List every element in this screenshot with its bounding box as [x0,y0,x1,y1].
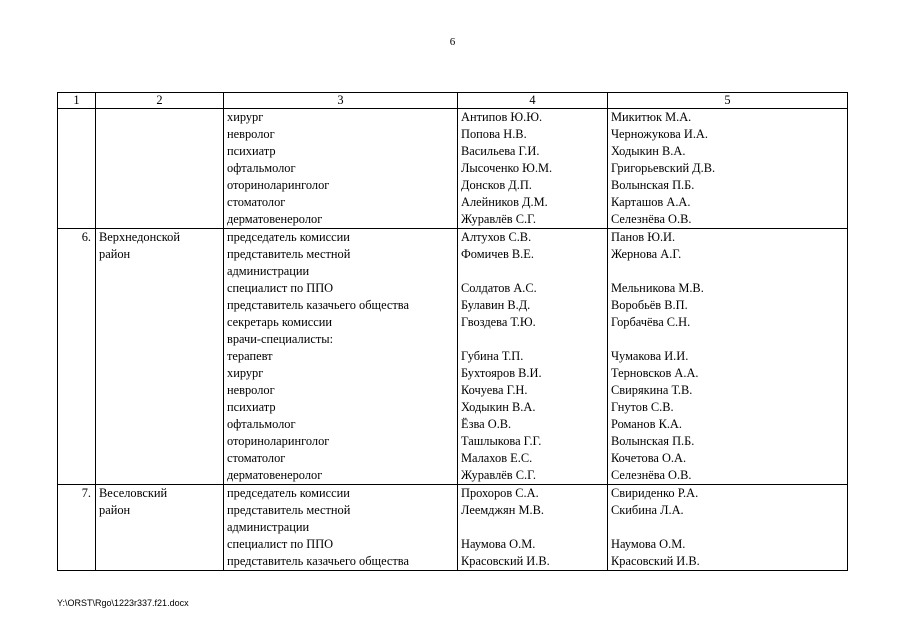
member-name [461,263,607,280]
file-path-footer: Y:\ORST\Rgo\1223r337.f21.docx [57,598,189,608]
position-line: стоматолог [227,451,286,465]
position-line: специалист по ППО [227,537,334,551]
member-cell [458,485,608,571]
member-name [461,519,607,536]
district-line: район [99,247,131,261]
member-name: Журавлёв С.Г. [461,212,536,226]
position-line: дерматовенеролог [227,468,323,482]
position-line: стоматолог [227,195,286,209]
position-line: психиатр [227,400,276,414]
reserve-name: Селезнёва О.В. [611,468,692,482]
page-number: 6 [449,36,456,48]
position-cell [224,485,458,571]
member-name: Гвоздева Т.Ю. [461,315,536,329]
position-line: оториноларинголог [227,434,330,448]
district-cell [96,109,224,229]
reserve-member-cell [608,109,848,229]
position-line: хирург [227,366,264,380]
position-line: представитель местной [227,503,351,517]
reserve-name: Кочетова О.А. [611,451,687,465]
position-line: дерматовенеролог [227,212,323,226]
reserve-member-cell [608,229,848,485]
position-line: оториноларинголог [227,178,330,192]
member-cell [458,109,608,229]
member-name: Малахов Е.С. [461,451,533,465]
reserve-name: Карташов А.А. [611,195,691,209]
member-cell [458,229,608,485]
position-line: психиатр [227,144,276,158]
header-col-5: 5 [608,93,848,109]
member-name: Алейников Д.М. [461,195,548,209]
district-cell [96,229,224,485]
member-name: Донсков Д.П. [461,178,532,192]
member-name: Бухтояров В.И. [461,366,542,380]
table-row [58,229,848,485]
position-line: офтальмолог [227,417,296,431]
reserve-name: Романов К.А. [611,417,682,431]
table-row [58,109,848,229]
district-line: Веселовский [99,486,168,500]
header-col-2: 2 [96,93,224,109]
member-name: Кочуева Г.Н. [461,383,528,397]
district-line: Верхнедонской [99,230,180,244]
reserve-name: Наумова О.М. [611,537,686,551]
position-line: секретарь комиссии [227,315,332,329]
member-name: Красовский И.В. [461,554,550,568]
row-number [58,109,96,229]
member-name: Антипов Ю.Ю. [461,110,543,124]
position-line: невролог [227,127,275,141]
reserve-name: Чумакова И.И. [611,349,689,363]
member-name: Леемджян М.В. [461,503,544,517]
position-line: офтальмолог [227,161,296,175]
member-name: Прохоров С.А. [461,486,539,500]
position-line: администрации [227,520,310,534]
position-cell [224,229,458,485]
reserve-name: Микитюк М.А. [611,110,692,124]
member-name: Васильева Г.И. [461,144,540,158]
reserve-name [611,331,847,348]
reserve-name: Свириденко Р.А. [611,486,699,500]
position-line: председатель комиссии [227,230,350,244]
reserve-name: Красовский И.В. [611,554,700,568]
row-number: 6. [58,229,96,485]
member-name: Алтухов С.В. [461,230,532,244]
reserve-name: Григорьевский Д.В. [611,161,716,175]
member-name: Ташлыкова Г.Г. [461,434,542,448]
member-name [461,331,607,348]
position-cell [224,109,458,229]
row-number: 7. [58,485,96,571]
member-name: Попова Н.В. [461,127,527,141]
reserve-name: Горбачёва С.Н. [611,315,691,329]
header-col-4: 4 [458,93,608,109]
position-line: представитель казачьего общества [227,554,409,568]
reserve-name [611,519,847,536]
reserve-name: Мельникова М.В. [611,281,704,295]
commission-table [57,92,848,571]
header-col-3: 3 [224,93,458,109]
member-name: Ёзва О.В. [461,417,512,431]
member-name: Фомичев В.Е. [461,247,534,261]
member-name: Булавин В.Д. [461,298,531,312]
position-line: представитель местной [227,247,351,261]
position-line: специалист по ППО [227,281,334,295]
header-col-1: 1 [58,93,96,109]
reserve-name: Селезнёва О.В. [611,212,692,226]
reserve-name: Волынская П.Б. [611,434,695,448]
position-line: председатель комиссии [227,486,350,500]
position-line: терапевт [227,349,273,363]
position-line: невролог [227,383,275,397]
position-line: врачи-специалисты: [227,332,334,346]
member-name: Журавлёв С.Г. [461,468,536,482]
reserve-name: Воробьёв В.П. [611,298,688,312]
reserve-name: Панов Ю.И. [611,230,676,244]
position-line: администрации [227,264,310,278]
member-name: Солдатов А.С. [461,281,537,295]
member-name: Наумова О.М. [461,537,536,551]
reserve-member-cell [608,485,848,571]
member-name: Губина Т.П. [461,349,524,363]
reserve-name: Жернова А.Г. [611,247,682,261]
reserve-name: Терновсков А.А. [611,366,699,380]
position-line: хирург [227,110,264,124]
position-line: представитель казачьего общества [227,298,409,312]
reserve-name: Гнутов С.В. [611,400,674,414]
header-row [58,93,848,109]
reserve-name: Волынская П.Б. [611,178,695,192]
reserve-name: Скибина Л.А. [611,503,684,517]
table-row [58,485,848,571]
district-line: район [99,503,131,517]
reserve-name: Черножукова И.А. [611,127,708,141]
reserve-name: Свирякина Т.В. [611,383,693,397]
member-name: Ходыкин В.А. [461,400,536,414]
district-cell [96,485,224,571]
reserve-name [611,263,847,280]
member-name: Лысоченко Ю.М. [461,161,553,175]
reserve-name: Ходыкин В.А. [611,144,686,158]
